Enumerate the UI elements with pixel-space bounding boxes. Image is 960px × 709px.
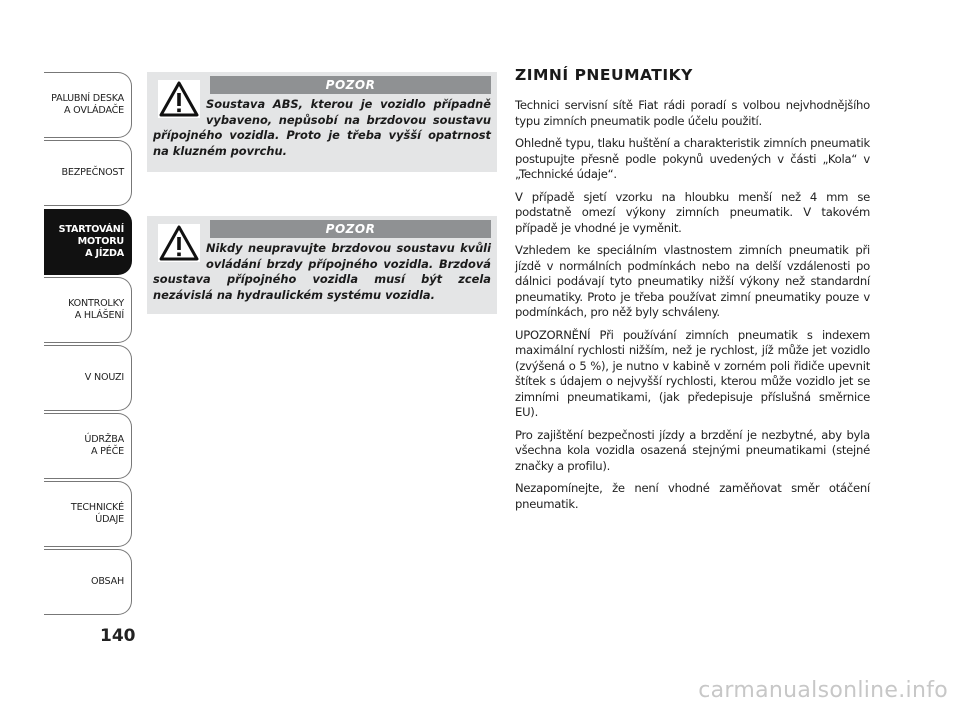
warning-box-abs (147, 72, 497, 172)
tab-v-nouzi[interactable]: V NOUZI (44, 345, 132, 411)
tab-obsah[interactable]: OBSAH (44, 549, 132, 615)
section-title: ZIMNÍ PNEUMATIKY (515, 66, 693, 84)
watermark: carmanualsonline.info (698, 678, 948, 703)
warning-heading: POZOR (210, 220, 491, 238)
paragraph: Pro zajištění bezpečnosti jízdy a brzdění je nezbytné, aby byla všechna kola vozidla osazená stejnými pneumatikami (stejné značky a profilu). (515, 427, 870, 473)
paragraph: Vzhledem ke speciálním vlastnostem zimních pneumatik při jízdě v normálních podmínkách nebo na delší vzdálenosti po dálnici podávají tyto pneumatiky nižší výkony než standardní pneumatiky. Proto je třeba používat zimní pneumatiky pouze v podmínkách, pro něž byly schváleny. (515, 243, 870, 319)
tab-bezpecnost[interactable]: BEZPEČNOST (44, 140, 132, 206)
paragraph: Ohledně typu, tlaku huštění a charakteristik zimních pneumatik postupujte přesně podle pokynů uvedených v části „Kola“ v „Technické údaje“. (515, 136, 870, 181)
paragraph: UPOZORNĚNÍ Při používání zimních pneumatik s indexem maximální rychlosti nižším, než je rychlost, jíž může jet vozidlo (zvýšená o 5 %), je nutno v kabině v zorném poli řidiče upevnit štítek s údajem o nejvyšší rychlosti, kterou může vozidlo jet se zimními pneumatikami, (jak předepisuje příslušná směrnice EU). (515, 327, 870, 419)
page-number: 140 (100, 626, 136, 646)
warning-heading: POZOR (210, 76, 491, 94)
tab-startovani[interactable]: STARTOVÁNÍ MOTORU A JÍZDA (44, 209, 132, 275)
tab-palubni-deska[interactable]: PALUBNÍ DESKA A OVLÁDAČE (44, 72, 132, 138)
warning-triangle-icon (158, 80, 200, 118)
warning-triangle-icon (158, 224, 200, 262)
paragraph: Nezapomínejte, že není vhodné zaměňovat směr otáčení pneumatik. (515, 481, 870, 511)
warning-box-brakes (147, 216, 497, 314)
section-winter-tyres (515, 66, 870, 519)
tab-kontrolky[interactable]: KONTROLKY A HLÁŠENÍ (44, 277, 132, 343)
paragraph: V případě sjetí vzorku na hloubku menší než 4 mm se podstatně omezí výkony zimních pneumatik. V takovém případě je vhodné je vyměnit. (515, 189, 870, 235)
tab-technicke-udaje[interactable]: TECHNICKÉ ÚDAJE (44, 481, 132, 547)
warning-text: Soustava ABS, kterou je vozidlo případně vybaveno, nepůsobí na brzdovou soustavu přípojného vozidla. Proto je třeba vyšší opatrnost na kluzném povrchu. (153, 97, 491, 158)
paragraph: Technici servisní sítě Fiat rádi poradí s volbou nejvhodnějšího typu zimních pneumatik podle účelu použití. (515, 98, 870, 128)
warning-text: Nikdy neupravujte brzdovou soustavu kvůli ovládání brzdy přípojného vozidla. Brzdová soustava přípojného vozidla musí být zcela nezávislá na hydraulickém systému vozidla. (153, 241, 491, 302)
tab-udrzba[interactable]: ÚDRŽBA A PÉČE (44, 413, 132, 479)
